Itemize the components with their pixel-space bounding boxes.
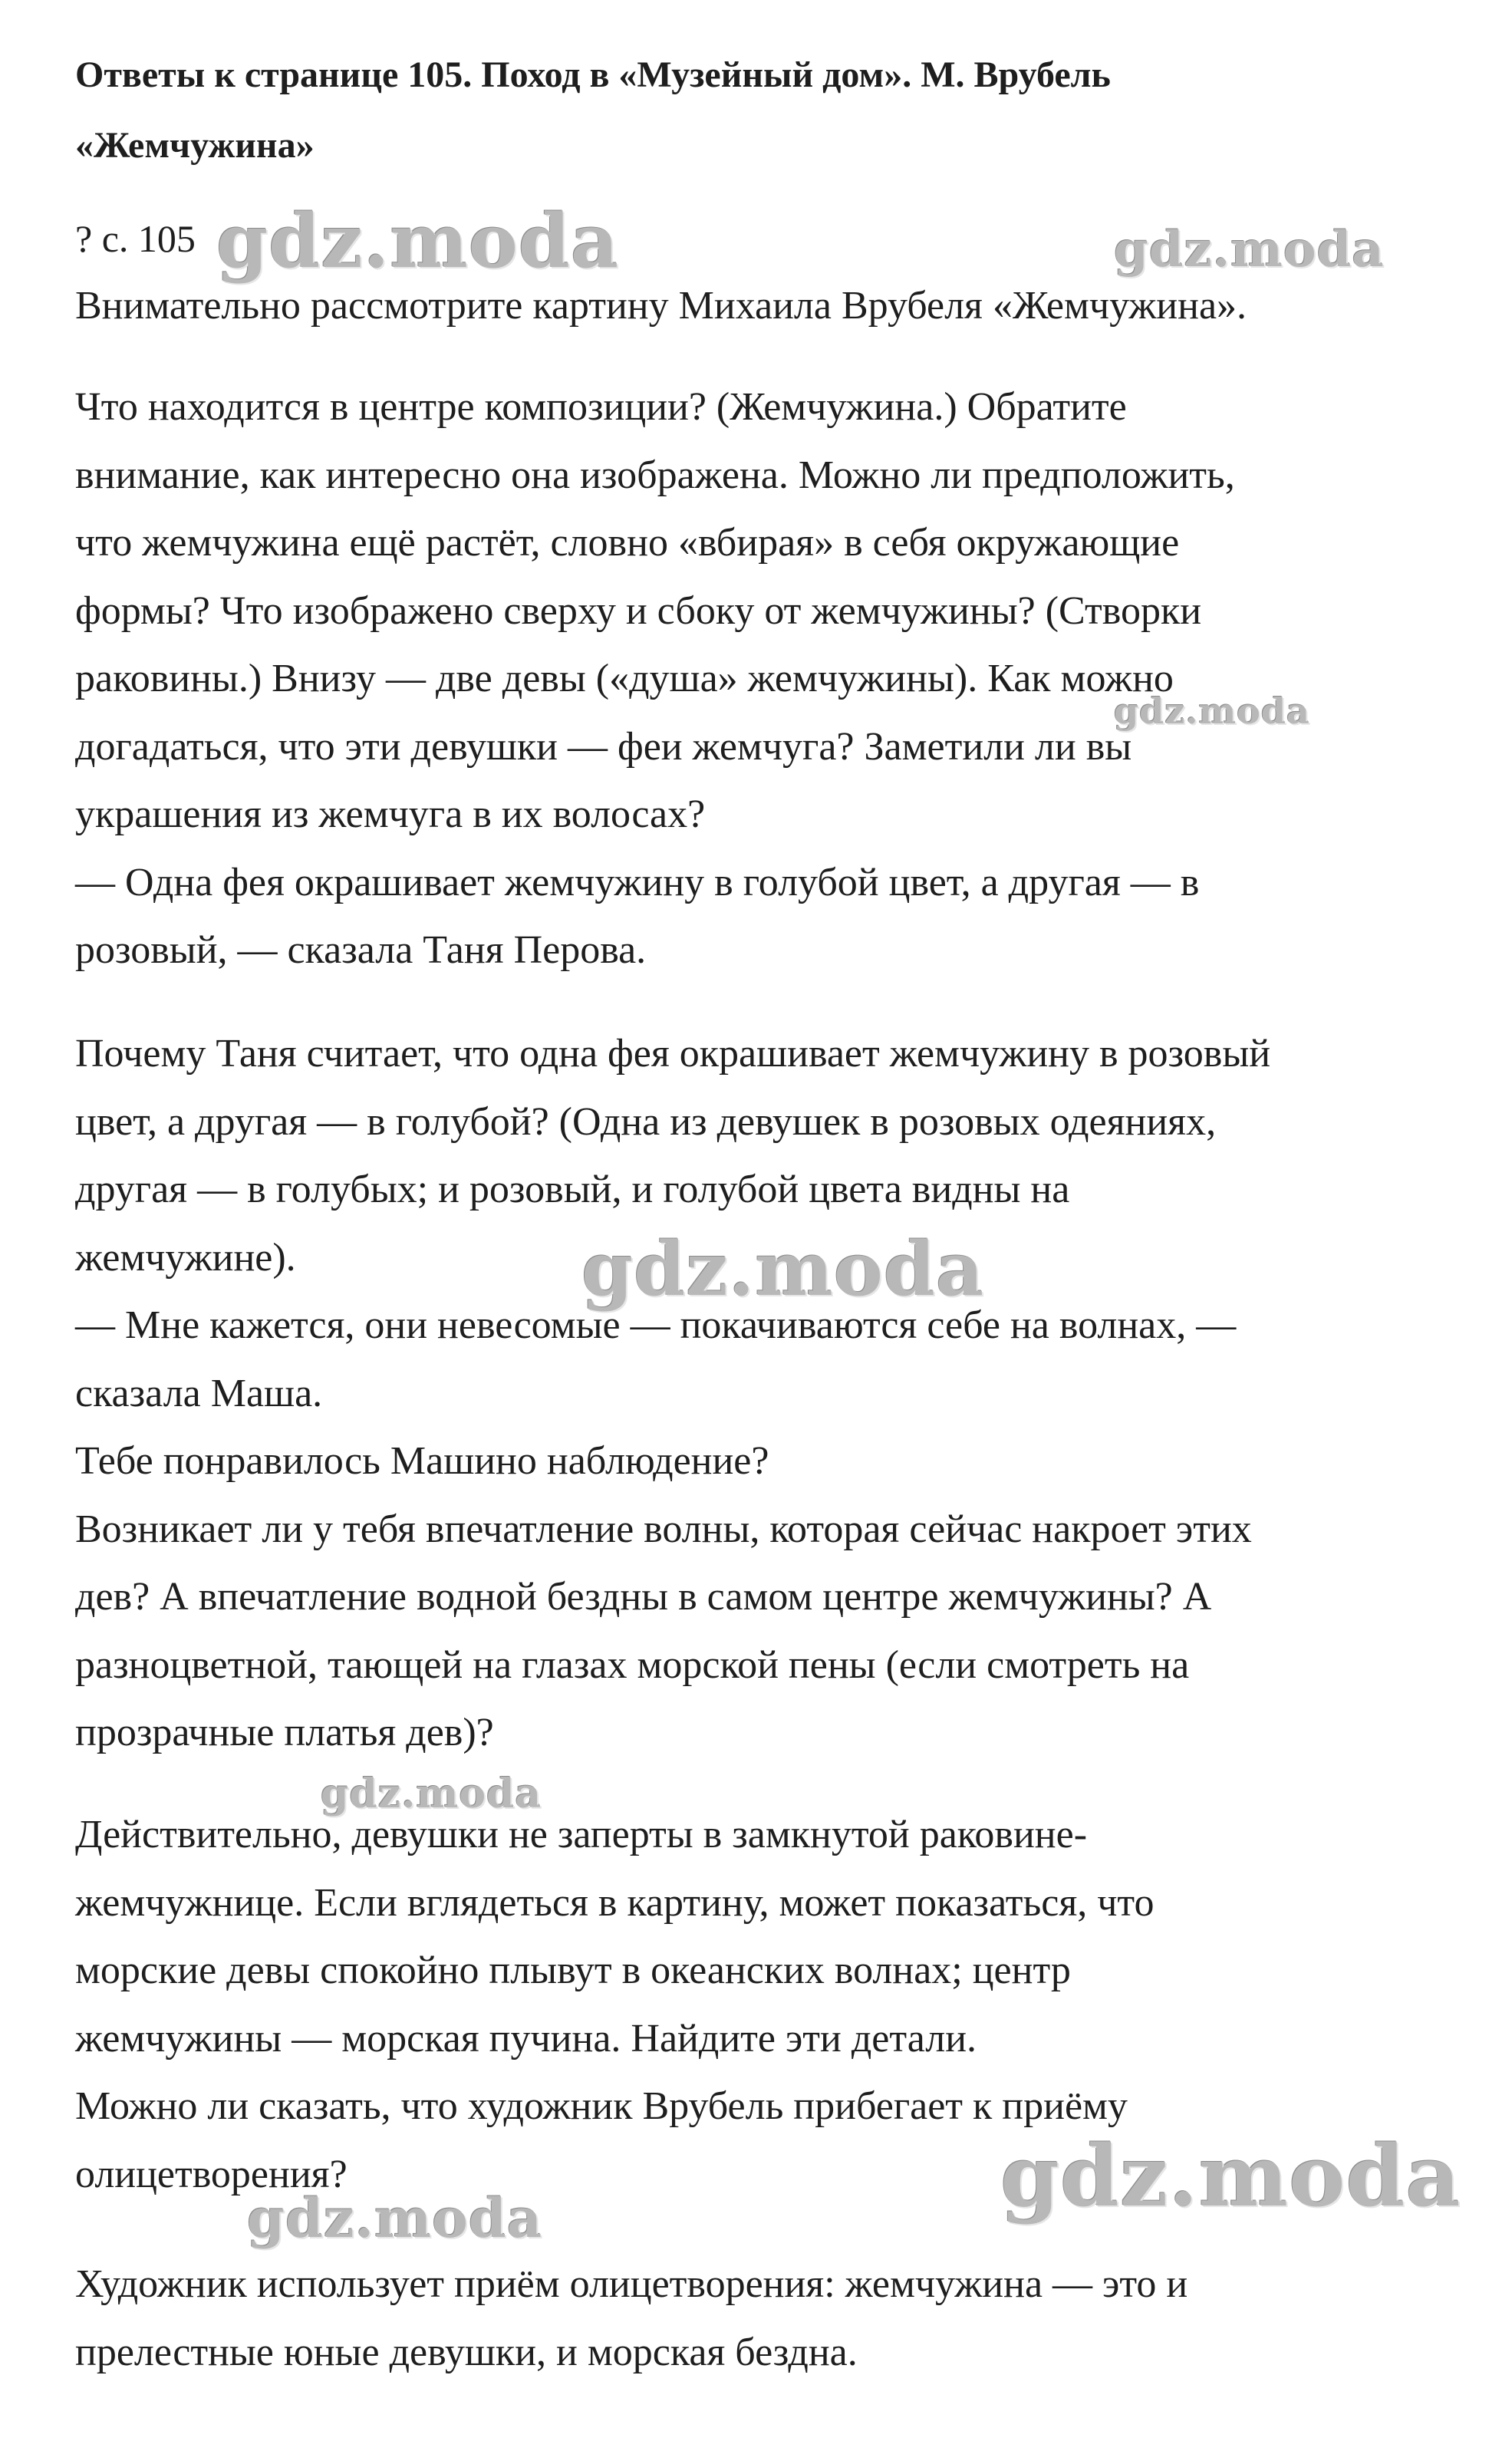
text-line: розовый, — сказала Таня Перова. bbox=[75, 928, 647, 972]
text-line: украшения из жемчуга в их волосах? bbox=[75, 792, 706, 836]
text-line: — Мне кажется, они невесомые — покачиваются себе на волнах, — bbox=[75, 1303, 1237, 1347]
text-line: — Одна фея окрашивает жемчужину в голубой цвет, а другая — в bbox=[75, 860, 1200, 904]
page-title bbox=[75, 40, 1456, 181]
paragraph-1 bbox=[75, 272, 1471, 341]
watermark: gdz.moda bbox=[1000, 2126, 1461, 2225]
text-line: сказала Маша. bbox=[75, 1371, 323, 1415]
title-line: Ответы к странице 105. Поход в «Музейный дом». М. Врубель bbox=[75, 54, 1111, 95]
text-line: другая — в голубых; и розовый, и голубой цвета видны на bbox=[75, 1168, 1070, 1211]
text-line: разноцветной, тающей на глазах морской пены (если смотреть на bbox=[75, 1642, 1190, 1687]
paragraph-5 bbox=[75, 2251, 1471, 2387]
text-line: жемчужнице. Если вглядеться в картину, может показаться, что bbox=[75, 1880, 1155, 1925]
watermark: gdz.moda bbox=[1114, 221, 1385, 278]
text-line: внимание, как интересно она изображена. Можно ли предположить, bbox=[75, 453, 1235, 497]
text-line: раковины.) Внизу — две девы («душа» жемчужины). Как можно bbox=[75, 657, 1174, 700]
text-line: прозрачные платья дев)? bbox=[75, 1711, 494, 1754]
text-line: олицетворения? bbox=[75, 2152, 348, 2196]
text-line: Тебе понравилось Машино наблюдение? bbox=[75, 1439, 769, 1483]
watermark: gdz.moda bbox=[247, 2186, 543, 2250]
watermark: gdz.moda bbox=[581, 1226, 985, 1313]
text-line: Можно ли сказать, что художник Врубель прибегает к приёму bbox=[75, 2084, 1128, 2128]
text-line: Почему Таня считает, что одна фея окрашивает жемчужину в розовый bbox=[75, 1032, 1271, 1076]
paragraph-2 bbox=[75, 374, 1471, 985]
text-line: догадаться, что эти девушки — феи жемчуга? Заметили ли вы bbox=[75, 724, 1132, 769]
watermark: gdz.moda bbox=[321, 1771, 542, 1817]
text-line: дев? А впечатление водной бездны в самом центре жемчужины? А bbox=[75, 1575, 1212, 1619]
text-line: что жемчужина ещё растёт, словно «вбирая» в себя окружающие bbox=[75, 521, 1180, 565]
text-line: жемчужине). bbox=[75, 1235, 296, 1280]
page-reference: ? с. 105 bbox=[75, 217, 196, 260]
text-line: Действительно, девушки не заперты в замкнутой раковине- bbox=[75, 1813, 1088, 1856]
text-line: морские девы спокойно плывут в океанских волнах; центр bbox=[75, 1949, 1071, 1992]
text-line: Возникает ли у тебя впечатление волны, которая сейчас накроет этих bbox=[75, 1507, 1252, 1551]
paragraph-4 bbox=[75, 1801, 1471, 2209]
text-line: жемчужины — морская пучина. Найдите эти детали. bbox=[75, 2016, 977, 2061]
title-line: «Жемчужина» bbox=[75, 125, 315, 166]
text-line: прелестные юные девушки, и морская бездна. bbox=[75, 2330, 858, 2374]
text-line: Что находится в центре композиции? (Жемчужина.) Обратите bbox=[75, 385, 1127, 429]
paragraph-3 bbox=[75, 1020, 1471, 1767]
watermark: gdz.moda bbox=[1114, 690, 1310, 732]
text-line: цвет, а другая — в голубой? (Одна из девушек в розовых одеяниях, bbox=[75, 1099, 1217, 1144]
text-line: формы? Что изображено сверху и сбоку от жемчужины? (Створки bbox=[75, 588, 1202, 633]
watermark: gdz.moda bbox=[216, 198, 620, 285]
text-line: Внимательно рассмотрите картину Михаила Врубеля «Жемчужина». bbox=[75, 284, 1247, 328]
text-line: Художник использует приём олицетворения: жемчужина — это и bbox=[75, 2262, 1188, 2306]
